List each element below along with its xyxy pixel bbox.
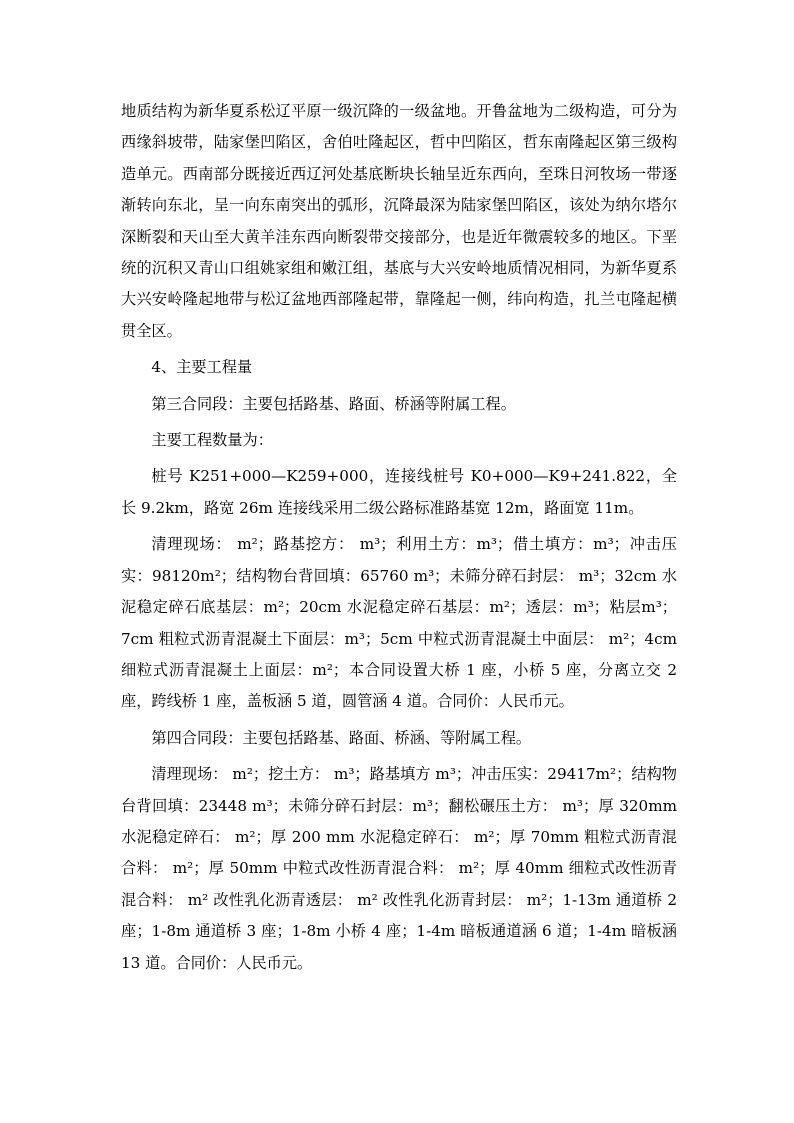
paragraph-contract-4-quantities: 清理现场： m²；挖土方： m³；路基填方 m³；冲击压实：29417m²；结构物台背回填：23448 m³；未筛分碎石封层：m³；翻松碾压土方： m³；厚 320mm 水泥稳定碎石： m²；厚 200 mm 水泥稳定碎石： m²；厚 70mm 粗粒式沥青混合料： m²；厚 50mm 中粒式改性沥青混合料： m²；厚 40mm 细粒式改性沥青混合料： m² 改性乳化沥青透层： m² 改性乳化沥青封层： m²；1-13m 通道桥 2 座；1-8m 通道桥 3 座；1-8m 小桥 4 座；1-4m 暗板通道涵 6 道；1-4m 暗板涵 13 道。合同价：人民币元。 [121, 765, 677, 972]
paragraph-quantities-intro: 主要工程数量为： [151, 431, 273, 450]
paragraph-geology: 地质结构为新华夏系松辽平原一级沉降的一级盆地。开鲁盆地为二级构造，可分为西缘斜坡带，陆家堡凹陷区，舍伯吐隆起区，哲中凹陷区，哲东南隆起区第三级构造单元。西南部分既接近西辽河处基底断块长轴呈近东西向，至珠日河牧场一带逐渐转向东北，呈一向东南突出的弧形，沉降最深为陆家堡凹陷区，该处为纳尔塔尔深断裂和天山至大黄羊洼东西向断裂带交接部分，也是近年微震较多的地区。下垩统的沉积又青山口组姚家组和嫩江组，基底与大兴安岭地质情况相同，为新华夏系大兴安岭隆起地带与松辽盆地西部隆起带，靠隆起一侧，纬向构造，扎兰屯隆起横贯全区。 [121, 102, 677, 340]
paragraph-station-info: 桩号 K251+000—K259+000，连接线桩号 K0+000—K9+241.822，全长 9.2km，路宽 26m 连接线采用二级公路标准路基宽 12m，路面宽 11m。 [121, 467, 677, 517]
paragraph-contract-3-quantities: 清理现场： m²；路基挖方： m³；利用土方：m³；借土填方：m³；冲击压实：98120m²；结构物台背回填：65760 m³；未筛分碎石封层： m³；32cm 水泥稳定碎石底基层：m²；20cm 水泥稳定碎石基层：m²；透层：m³；粘层m³；7cm 粗粒式沥青混凝土下面层：m³；5cm 中粒式沥青混凝土中面层： m²；4cm 细粒式沥青混凝土上面层：m²；本合同设置大桥 1 座，小桥 5 座，分离立交 2 座，跨线桥 1 座，盖板涵 5 道，圆管涵 4 道。合同价：人民币元。 [121, 535, 677, 711]
paragraph-contract-3-summary: 第三合同段：主要包括路基、路面、桥涵等附属工程。 [151, 394, 516, 413]
paragraph-contract-4-summary: 第四合同段：主要包括路基、路面、桥涵、等附属工程。 [151, 728, 532, 747]
section-heading-main-quantities: 4、主要工程量 [151, 358, 253, 377]
document-body [121, 96, 677, 979]
